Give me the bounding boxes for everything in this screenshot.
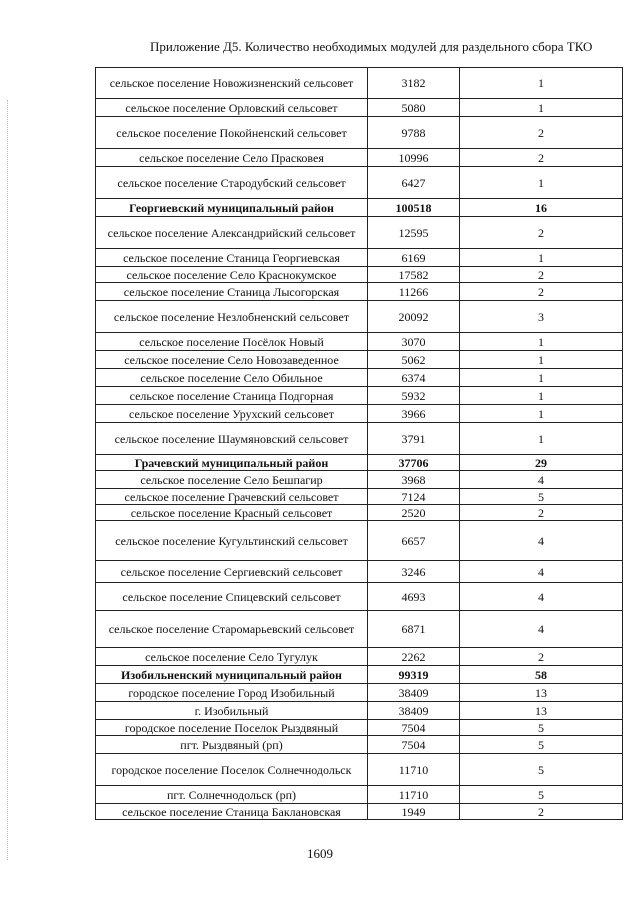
- page-number: 1609: [307, 846, 333, 861]
- table-row: [96, 68, 623, 99]
- table-row: [96, 583, 623, 611]
- settlement-name-cell: сельское поселение Спицевский сельсовет: [96, 583, 368, 611]
- table-row: [96, 666, 623, 684]
- table-row: [96, 611, 623, 648]
- population-cell: 17582: [368, 267, 460, 283]
- table-row: [96, 99, 623, 117]
- table-row: [96, 561, 623, 583]
- settlement-name-cell: городское поселение Город Изобильный: [96, 684, 368, 702]
- table-row: [96, 804, 623, 820]
- settlement-name-cell: сельское поселение Станица Лысогорская: [96, 283, 368, 301]
- population-cell: 5080: [368, 99, 460, 117]
- population-cell: 6374: [368, 369, 460, 387]
- settlement-name-cell: сельское поселение Стародубский сельсовет: [96, 167, 368, 199]
- modules-count-cell: 4: [460, 471, 623, 489]
- settlement-name-cell: сельское поселение Село Краснокумское: [96, 267, 368, 283]
- settlement-name-cell: сельское поселение Станица Баклановская: [96, 804, 368, 820]
- settlement-name-cell: сельское поселение Александрийский сельсовет: [96, 217, 368, 249]
- modules-count-cell: 5: [460, 720, 623, 736]
- population-cell: 3070: [368, 333, 460, 351]
- population-cell: 100518: [368, 199, 460, 217]
- settlement-name-cell: сельское поселение Грачевский сельсовет: [96, 489, 368, 505]
- settlement-name-cell: сельское поселение Сергиевский сельсовет: [96, 561, 368, 583]
- modules-count-cell: 2: [460, 505, 623, 521]
- modules-count-cell: 4: [460, 561, 623, 583]
- population-cell: 9788: [368, 117, 460, 149]
- modules-count-cell: 1: [460, 423, 623, 455]
- table-row: [96, 333, 623, 351]
- table-row: [96, 301, 623, 333]
- table-row: [96, 351, 623, 369]
- modules-count-cell: 16: [460, 199, 623, 217]
- table-row: [96, 471, 623, 489]
- modules-count-cell: 2: [460, 804, 623, 820]
- population-cell: 37706: [368, 455, 460, 471]
- table-row: [96, 489, 623, 505]
- settlement-name-cell: сельское поселение Посёлок Новый: [96, 333, 368, 351]
- settlement-name-cell: сельское поселение Старомарьевский сельсовет: [96, 611, 368, 648]
- modules-count-cell: 4: [460, 521, 623, 561]
- population-cell: 5932: [368, 387, 460, 405]
- settlement-name-cell: Изобильненский муниципальный район: [96, 666, 368, 684]
- page-title: Приложение Д5. Количество необходимых модулей для раздельного сбора ТКО: [150, 39, 593, 54]
- modules-count-cell: 58: [460, 666, 623, 684]
- settlement-name-cell: сельское поселение Станица Георгиевская: [96, 249, 368, 267]
- table-row: [96, 217, 623, 249]
- settlement-name-cell: сельское поселение Станица Подгорная: [96, 387, 368, 405]
- settlement-name-cell: Георгиевский муниципальный район: [96, 199, 368, 217]
- modules-count-cell: 13: [460, 702, 623, 720]
- modules-count-cell: 1: [460, 68, 623, 99]
- population-cell: 2520: [368, 505, 460, 521]
- modules-table: [95, 67, 623, 820]
- population-cell: 6871: [368, 611, 460, 648]
- modules-count-cell: 1: [460, 369, 623, 387]
- table-row: [96, 423, 623, 455]
- population-cell: 6427: [368, 167, 460, 199]
- population-cell: 3246: [368, 561, 460, 583]
- modules-count-cell: 13: [460, 684, 623, 702]
- modules-count-cell: 4: [460, 611, 623, 648]
- settlement-name-cell: Грачевский муниципальный район: [96, 455, 368, 471]
- settlement-name-cell: городское поселение Поселок Рыздвяный: [96, 720, 368, 736]
- table-row: [96, 521, 623, 561]
- population-cell: 38409: [368, 684, 460, 702]
- settlement-name-cell: г. Изобильный: [96, 702, 368, 720]
- population-cell: 7504: [368, 720, 460, 736]
- population-cell: 6657: [368, 521, 460, 561]
- settlement-name-cell: сельское поселение Село Бешпагир: [96, 471, 368, 489]
- modules-count-cell: 5: [460, 754, 623, 786]
- settlement-name-cell: сельское поселение Урухский сельсовет: [96, 405, 368, 423]
- table-row: [96, 786, 623, 804]
- modules-count-cell: 29: [460, 455, 623, 471]
- modules-count-cell: 4: [460, 583, 623, 611]
- population-cell: 6169: [368, 249, 460, 267]
- table-row: [96, 736, 623, 754]
- scan-margin-marks: [7, 100, 10, 860]
- modules-count-cell: 3: [460, 301, 623, 333]
- modules-count-cell: 5: [460, 489, 623, 505]
- table-row: [96, 754, 623, 786]
- modules-count-cell: 2: [460, 267, 623, 283]
- population-cell: 10996: [368, 149, 460, 167]
- population-cell: 99319: [368, 666, 460, 684]
- table-body: [96, 68, 623, 820]
- settlement-name-cell: сельское поселение Село Тугулук: [96, 648, 368, 666]
- table-row: [96, 117, 623, 149]
- modules-count-cell: 5: [460, 786, 623, 804]
- population-cell: 3791: [368, 423, 460, 455]
- population-cell: 20092: [368, 301, 460, 333]
- modules-count-cell: 2: [460, 283, 623, 301]
- table-row: [96, 249, 623, 267]
- table-row: [96, 369, 623, 387]
- population-cell: 12595: [368, 217, 460, 249]
- modules-count-cell: 2: [460, 648, 623, 666]
- table-row: [96, 405, 623, 423]
- modules-count-cell: 2: [460, 149, 623, 167]
- modules-count-cell: 2: [460, 117, 623, 149]
- settlement-name-cell: городское поселение Поселок Солнечнодольск: [96, 754, 368, 786]
- population-cell: 7124: [368, 489, 460, 505]
- table-row: [96, 283, 623, 301]
- modules-count-cell: 1: [460, 405, 623, 423]
- population-cell: 11710: [368, 754, 460, 786]
- population-cell: 38409: [368, 702, 460, 720]
- settlement-name-cell: сельское поселение Село Обильное: [96, 369, 368, 387]
- population-cell: 11710: [368, 786, 460, 804]
- population-cell: 4693: [368, 583, 460, 611]
- population-cell: 7504: [368, 736, 460, 754]
- population-cell: 1949: [368, 804, 460, 820]
- settlement-name-cell: пгт. Солнечнодольск (рп): [96, 786, 368, 804]
- settlement-name-cell: сельское поселение Новожизненский сельсовет: [96, 68, 368, 99]
- modules-count-cell: 1: [460, 351, 623, 369]
- table-row: [96, 167, 623, 199]
- population-cell: 3182: [368, 68, 460, 99]
- table-row: [96, 149, 623, 167]
- modules-count-cell: 1: [460, 167, 623, 199]
- table-row: [96, 387, 623, 405]
- settlement-name-cell: сельское поселение Красный сельсовет: [96, 505, 368, 521]
- population-cell: 3966: [368, 405, 460, 423]
- population-cell: 3968: [368, 471, 460, 489]
- modules-count-cell: 1: [460, 99, 623, 117]
- table-row: [96, 267, 623, 283]
- settlement-name-cell: сельское поселение Кугультинский сельсовет: [96, 521, 368, 561]
- settlement-name-cell: пгт. Рыздвяный (рп): [96, 736, 368, 754]
- table-row: [96, 684, 623, 702]
- table-row: [96, 702, 623, 720]
- modules-count-cell: 2: [460, 217, 623, 249]
- modules-count-cell: 1: [460, 249, 623, 267]
- table-row: [96, 648, 623, 666]
- population-cell: 2262: [368, 648, 460, 666]
- table-row: [96, 199, 623, 217]
- modules-count-cell: 5: [460, 736, 623, 754]
- table-row: [96, 720, 623, 736]
- population-cell: 11266: [368, 283, 460, 301]
- settlement-name-cell: сельское поселение Село Прасковея: [96, 149, 368, 167]
- modules-count-cell: 1: [460, 333, 623, 351]
- settlement-name-cell: сельское поселение Шаумяновский сельсовет: [96, 423, 368, 455]
- settlement-name-cell: сельское поселение Орловский сельсовет: [96, 99, 368, 117]
- population-cell: 5062: [368, 351, 460, 369]
- modules-count-cell: 1: [460, 387, 623, 405]
- table-row: [96, 455, 623, 471]
- settlement-name-cell: сельское поселение Незлобненский сельсовет: [96, 301, 368, 333]
- settlement-name-cell: сельское поселение Село Новозаведенное: [96, 351, 368, 369]
- table-row: [96, 505, 623, 521]
- settlement-name-cell: сельское поселение Покойненский сельсовет: [96, 117, 368, 149]
